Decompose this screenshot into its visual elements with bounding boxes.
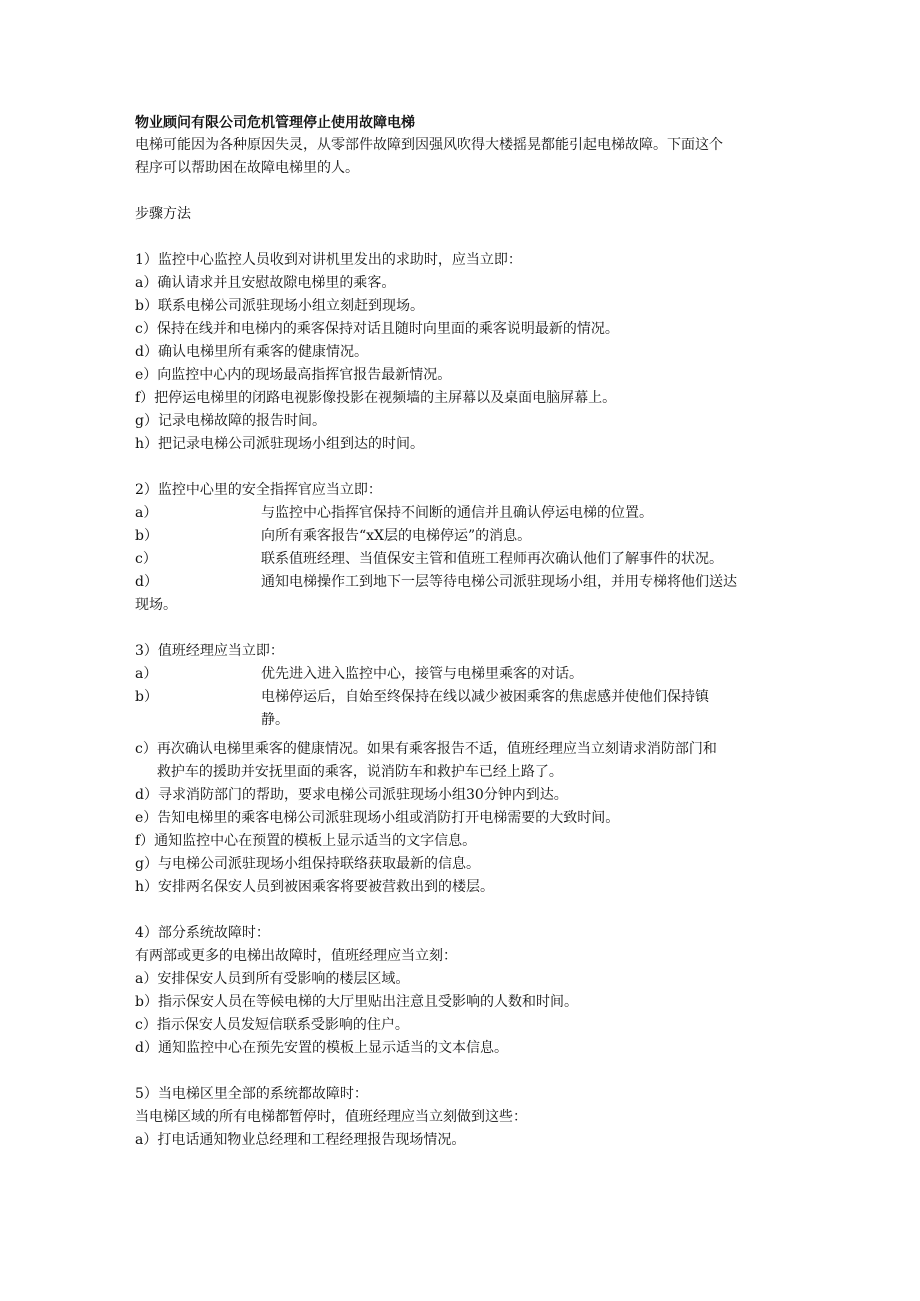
item-text: 向所有乘客报告“xX层的电梯停运”的消息。: [261, 528, 532, 544]
list-item: a）打电话通知物业总经理和工程经理报告现场情况。: [135, 1132, 466, 1148]
list-item: [135, 571, 795, 594]
list-item: e）向监控中心内的现场最高指挥官报告最新情况。: [135, 367, 452, 383]
list-item: [135, 663, 795, 686]
item-label: c）: [135, 741, 157, 757]
intro-line: 程序可以帮助困在故障电梯里的人。: [135, 160, 359, 176]
item-label: d）: [135, 574, 158, 590]
item-label: b）: [135, 689, 158, 705]
item-label: a）: [135, 666, 158, 682]
list-item: d）通知监控中心在预先安置的模板上显示适当的文本信息。: [135, 1040, 508, 1056]
list-item: c）保持在线并和电梯内的乘客保持对话且随时向里面的乘客说明最新的情况。: [135, 321, 619, 337]
list-item: h）安排两名保安人员到被困乘客将要被营救出到的楼层。: [135, 879, 495, 895]
list-item: f）通知监控中心在预置的模板上显示适当的文字信息。: [135, 833, 477, 849]
list-item: d）寻求消防部门的帮助，要求电梯公司派驻现场小组30分钟内到达。: [135, 787, 568, 803]
list-item: g）与电梯公司派驻现场小组保持联络获取最新的信息。: [135, 856, 480, 872]
section-5-sub: 当电梯区域的所有电梯都暂停时，值班经理应当立刻做到这些：: [135, 1109, 527, 1125]
list-item: d）确认电梯里所有乘客的健康情况。: [135, 344, 368, 360]
section-1-heading: 1）监控中心监控人员收到对讲机里发出的求助时，应当立即：: [135, 252, 522, 268]
item-text: 救护车的援助并安抚里面的乘客，说消防车和救护车已经上路了。: [156, 764, 563, 780]
item-text: 通知电梯操作工到地下一层等待电梯公司派驻现场小组，并用专梯将他们送达: [261, 574, 737, 590]
section-4-heading: 4）部分系统故障时：: [135, 925, 270, 941]
list-item: [135, 686, 795, 709]
item-continuation: 静。: [261, 712, 289, 728]
item-text: 联系值班经理、当值保安主管和值班工程师再次确认他们了解事件的状况。: [261, 551, 723, 567]
item-text: 与监控中心指挥官保持不间断的通信并且确认停运电梯的位置。: [261, 505, 653, 521]
item-label: c）: [135, 551, 157, 567]
item-label: a）: [135, 505, 158, 521]
list-item: g）记录电梯故障的报告时间。: [135, 413, 326, 429]
list-item: [135, 502, 795, 525]
item-label: b）: [135, 528, 158, 544]
item-text: 优先进入进入监控中心，接管与电梯里乘客的对话。: [261, 666, 583, 682]
item-continuation: 现场。: [135, 597, 177, 613]
list-item: e）告知电梯里的乘客电梯公司派驻现场小组或消防打开电梯需要的大致时间。: [135, 810, 620, 826]
section-5-heading: 5）当电梯区里全部的系统都故障时：: [135, 1086, 368, 1102]
list-item: b）联系电梯公司派驻现场小组立刻赶到现场。: [135, 298, 424, 314]
list-item: f）把停运电梯里的闭路电视影像投影在视频墙的主屏幕以及桌面电脑屏幕上。: [135, 390, 617, 406]
section-2-heading: 2）监控中心里的安全指挥官应当立即：: [135, 482, 382, 498]
item-text: 再次确认电梯里乘客的健康情况。如果有乘客报告不适，值班经理应当立刻请求消防部门和: [156, 741, 717, 757]
list-item: a）确认请求并且安慰故隙电梯里的乘客。: [135, 275, 396, 291]
document-body: [135, 112, 795, 1152]
list-item: b）指示保安人员在等候电梯的大厅里贴出注意且受影响的人数和时间。: [135, 994, 578, 1010]
steps-heading: 步骤方法: [135, 206, 191, 222]
list-item: [135, 738, 795, 784]
section-4-sub: 有两部或更多的电梯出故障时，值班经理应当立刻：: [135, 948, 457, 964]
document-title: 物业顾问有限公司危机管理停止使用故障电梯: [135, 115, 415, 131]
intro-line: 电梯可能因为各种原因失灵，从零部件故障到因强风吹得大楼摇晃都能引起电梯故障。下面这个: [135, 137, 723, 153]
item-text: 电梯停运后，自始至终保持在线以减少被困乘客的焦虑感并使他们保持镇: [261, 689, 709, 705]
list-item: a）安排保安人员到所有受影响的楼层区域。: [135, 971, 410, 987]
list-item: h）把记录电梯公司派驻现场小组到达的时间。: [135, 436, 425, 452]
list-item: [135, 525, 795, 548]
list-item: c）指示保安人员发短信联系受影响的住户。: [135, 1017, 409, 1033]
section-3-heading: 3）值班经理应当立即：: [135, 643, 284, 659]
list-item: [135, 548, 795, 571]
